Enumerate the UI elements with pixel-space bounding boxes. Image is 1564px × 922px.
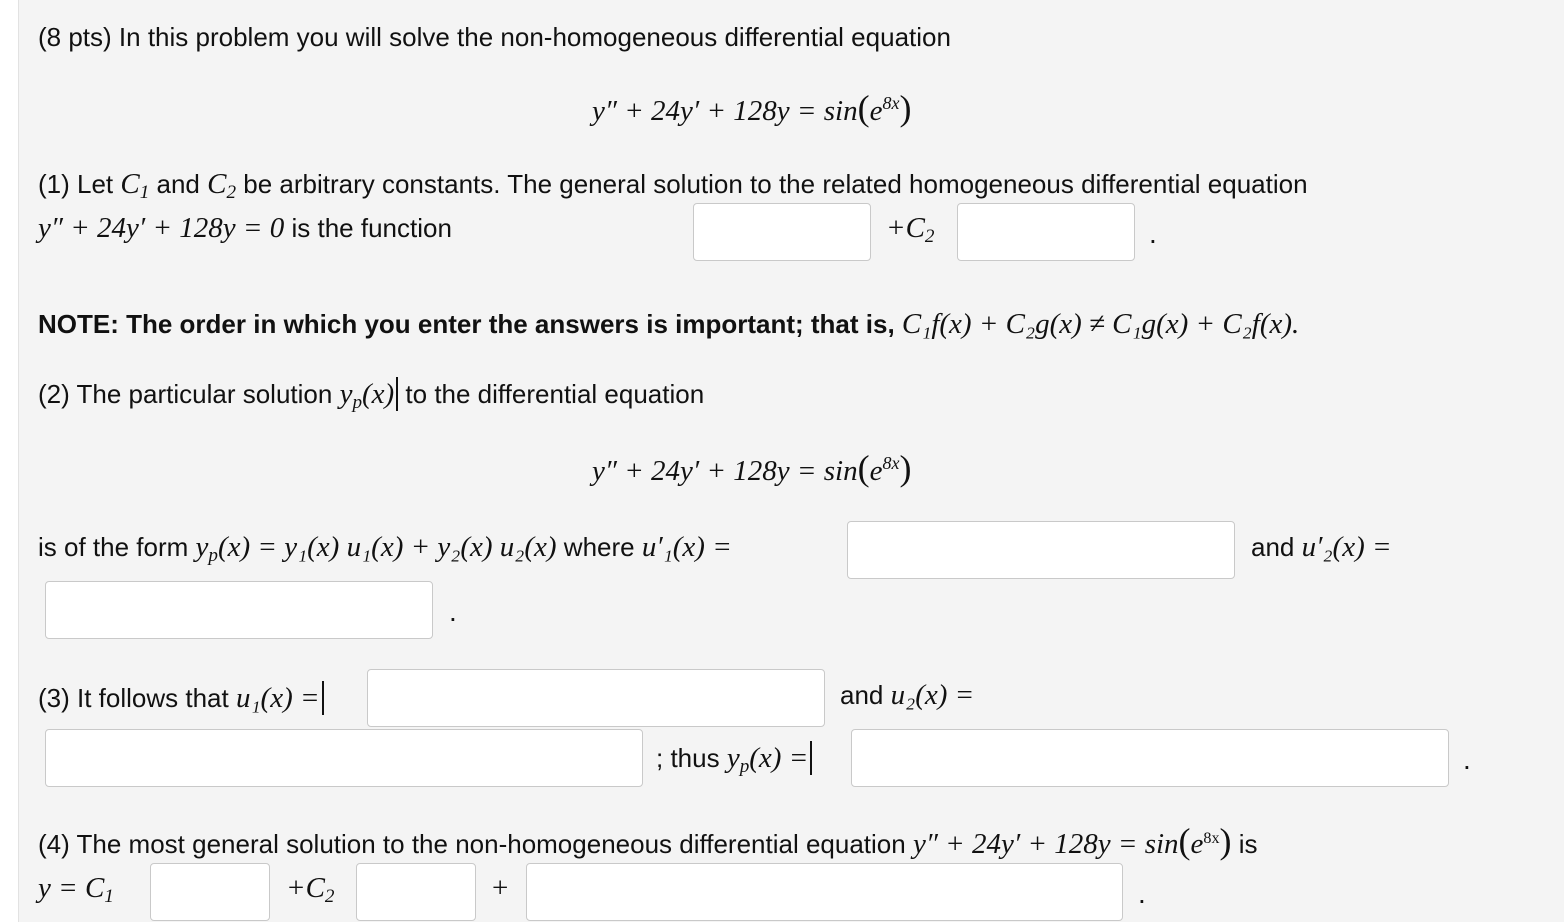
general-solution-particular-input[interactable]: [526, 863, 1123, 921]
c1-symbol: C1: [120, 168, 150, 204]
part1-period: .: [1149, 218, 1157, 249]
part4-equation: y″ + 24y′ + 128y = sin: [912, 828, 1179, 860]
part4-arg-base: e: [1190, 828, 1204, 860]
u1-prime-input[interactable]: [847, 521, 1235, 579]
plus-c2-label: +C2: [886, 212, 935, 248]
equation-arg-base-repeat: e: [869, 455, 883, 487]
equation-arg-base: e: [869, 95, 883, 127]
problem-intro: (8 pts) In this problem you will solve the non-homogeneous differential equation: [38, 22, 951, 52]
part1-eq-line: [38, 214, 452, 243]
part4-arg-exp: 8x: [1203, 830, 1220, 848]
u1-input[interactable]: [367, 669, 825, 727]
yp-symbol: yp(x): [339, 378, 395, 414]
part1-text: [38, 168, 1308, 204]
form-text: is of the form: [38, 532, 196, 562]
part4-text: (4) The most general solution to the non-homogeneous differential equation $y'' + 24y' + 128y = \sin(e^{8x})$ is: [38, 821, 1258, 861]
part2-label-a: (2) The particular solution: [38, 379, 340, 409]
text-cursor-u1: [322, 681, 324, 715]
yp-label: yp(x) =: [726, 742, 809, 778]
equation-lhs-repeat: y″ + 24y′ + 128y = sin: [592, 455, 858, 487]
u2-input[interactable]: [45, 729, 643, 787]
u2-label: u₂(x) =: [890, 679, 975, 711]
part2-label-b: to the differential equation: [398, 379, 705, 409]
equation-arg-exp: 8x: [882, 93, 900, 114]
and-text-u2: and: [840, 680, 891, 710]
main-equation-repeat: $y'' + 24y' + 128y = \sin(e^{8x})$: [592, 448, 912, 488]
part2-text: [38, 377, 705, 414]
part3-label: (3) It follows that: [38, 683, 236, 713]
u2-prime-input[interactable]: [45, 581, 433, 639]
general-solution-c1-input[interactable]: [150, 863, 270, 921]
u2-text: [840, 681, 974, 710]
c2-symbol: C2: [207, 168, 237, 204]
main-equation: $y'' + 24y' + 128y = \sin(e^{8x})$: [592, 88, 912, 128]
thus-text: [656, 741, 812, 778]
part3-text: [38, 681, 324, 715]
part4-plus: +: [492, 872, 509, 904]
part4-period: .: [1138, 878, 1146, 909]
form-math: yp(x) = y₁(x) u₁(x) + y₂(x) u₂(x): [195, 531, 557, 567]
general-solution-c2-input[interactable]: [356, 863, 476, 921]
part1-label-b: be arbitrary constants. The general solution to the related homogeneous differential equation: [236, 169, 1308, 199]
general-solution-label: y = C1: [38, 872, 114, 908]
equation-arg-exp-repeat: 8x: [882, 453, 900, 474]
u2-prime-text: [1251, 533, 1392, 562]
text-cursor-yp: [810, 741, 812, 775]
equation-lhs: y″ + 24y′ + 128y = sin: [592, 95, 858, 127]
u2-prime-label: u′₂(x) =: [1301, 531, 1392, 563]
note-math: C₁f(x) + C₂g(x) ≠ C₁g(x) + C₂f(x).: [901, 308, 1300, 340]
part1-and: and: [149, 169, 208, 199]
note-text: [38, 310, 1299, 339]
thus-label: ; thus: [656, 743, 727, 773]
part2-period: .: [449, 596, 457, 627]
homogeneous-equation: y″ + 24y′ + 128y = 0: [38, 212, 285, 244]
note-label: NOTE: The order in which you enter the answers is important; that is,: [38, 309, 902, 339]
part2-form-line: [38, 531, 732, 567]
part4-is: is: [1231, 829, 1258, 859]
part1-is-function: is the function: [284, 213, 452, 243]
part4-label: (4) The most general solution to the non-homogeneous differential equation: [38, 829, 913, 859]
u1-prime-label: u′₁(x) =: [641, 531, 732, 563]
part1-label-a: (1) Let: [38, 169, 121, 199]
where-text: where: [556, 532, 642, 562]
part4-plus-c2: +C2: [286, 872, 335, 908]
homogeneous-solution-g-input[interactable]: [957, 203, 1135, 261]
yp-input[interactable]: [851, 729, 1449, 787]
u1-label: u₁(x) =: [235, 682, 320, 714]
and-text: and: [1251, 532, 1302, 562]
part3-period: .: [1463, 744, 1471, 775]
homogeneous-solution-f-input[interactable]: [693, 203, 871, 261]
